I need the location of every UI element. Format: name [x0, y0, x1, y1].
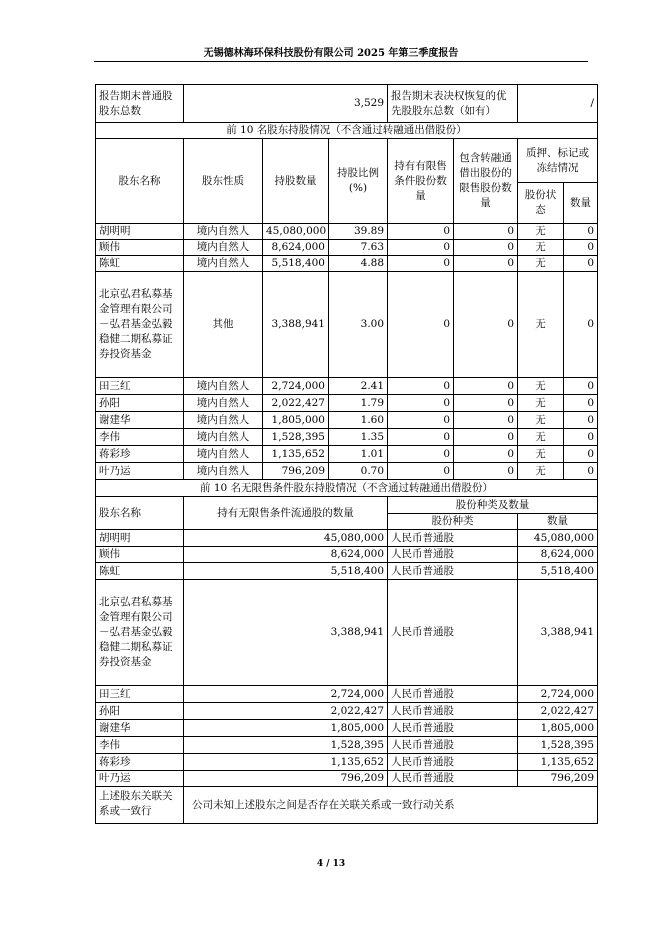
holder-lent: 0: [454, 446, 518, 463]
holder-pledge-qty: 0: [564, 224, 598, 240]
u-holder-type: 人民币普通股: [388, 771, 518, 787]
u-holder-amount: 8,624,000: [518, 547, 598, 563]
u-holder-type: 人民币普通股: [388, 737, 518, 754]
holder-shares: 1,135,652: [263, 446, 329, 463]
holder-restricted: 0: [388, 224, 454, 240]
u-holder-type: 人民币普通股: [388, 530, 518, 547]
u-holder-amount: 1,805,000: [518, 720, 598, 737]
u-holder-qty: 1,135,652: [184, 754, 388, 771]
holder-shares: 2,022,427: [263, 395, 329, 412]
holder-ratio: 3.00: [329, 272, 388, 378]
preferred-holders-value: /: [518, 85, 598, 123]
col-header-restricted: 持有有限售条件股份数量: [388, 139, 454, 224]
u-holder-type: 人民币普通股: [388, 703, 518, 720]
holder-nature: 其他: [184, 272, 263, 378]
top10-row: [96, 240, 598, 256]
u-holder-name: 顾伟: [96, 547, 184, 563]
holder-pledge-status: 无: [518, 446, 564, 463]
u-holder-amount: 45,080,000: [518, 530, 598, 547]
common-holders-label: 报告期末普通股股东总数: [96, 85, 184, 123]
u-holder-qty: 1,528,395: [184, 737, 388, 754]
u-holder-type: 人民币普通股: [388, 580, 518, 686]
holder-pledge-status: 无: [518, 256, 564, 272]
holder-name: 孙阳: [96, 395, 184, 412]
holder-lent: 0: [454, 429, 518, 446]
u-holder-name: 北京弘君私募基金管理有限公司－弘君基金弘毅稳健二期私募证券投资基金: [96, 580, 184, 686]
holder-nature: 境内自然人: [184, 412, 263, 429]
holder-ratio: 7.63: [329, 240, 388, 256]
holder-name: 胡明明: [96, 224, 184, 240]
col-header-nature: 股东性质: [184, 139, 263, 224]
holder-shares: 1,805,000: [263, 412, 329, 429]
summary-row: [96, 85, 598, 123]
u-holder-amount: 1,135,652: [518, 754, 598, 771]
holder-lent: 0: [454, 395, 518, 412]
unrestricted-row: [96, 580, 598, 686]
holder-pledge-qty: 0: [564, 412, 598, 429]
top10-title: 前 10 名股东持股情况（不含通过转融通出借股份）: [96, 123, 598, 139]
holder-name: 陈虹: [96, 256, 184, 272]
holder-pledge-qty: 0: [564, 463, 598, 480]
unrestricted-header-type: 股份种类: [388, 514, 518, 530]
holder-pledge-qty: 0: [564, 378, 598, 395]
holder-ratio: 4.88: [329, 256, 388, 272]
holder-nature: 境内自然人: [184, 446, 263, 463]
holder-pledge-qty: 0: [564, 395, 598, 412]
holder-ratio: 1.60: [329, 412, 388, 429]
u-holder-type: 人民币普通股: [388, 720, 518, 737]
u-holder-type: 人民币普通股: [388, 547, 518, 563]
unrestricted-row: [96, 737, 598, 754]
holder-ratio: 1.79: [329, 395, 388, 412]
u-holder-amount: 796,209: [518, 771, 598, 787]
top10-row: [96, 256, 598, 272]
unrestricted-row: [96, 686, 598, 703]
top10-row: [96, 272, 598, 378]
top10-row: [96, 446, 598, 463]
unrestricted-header-qty: 持有无限售条件流通股的数量: [184, 497, 388, 530]
u-holder-qty: 5,518,400: [184, 563, 388, 580]
holder-restricted: 0: [388, 463, 454, 480]
holder-name: 叶乃运: [96, 463, 184, 480]
holder-pledge-status: 无: [518, 272, 564, 378]
col-header-shares: 持股数量: [263, 139, 329, 224]
unrestricted-row: [96, 530, 598, 547]
holder-ratio: 2.41: [329, 378, 388, 395]
u-holder-amount: 2,724,000: [518, 686, 598, 703]
holder-pledge-qty: 0: [564, 240, 598, 256]
unrestricted-row: [96, 547, 598, 563]
holder-restricted: 0: [388, 272, 454, 378]
holder-nature: 境内自然人: [184, 463, 263, 480]
u-holder-qty: 2,022,427: [184, 703, 388, 720]
holder-pledge-status: 无: [518, 429, 564, 446]
holder-shares: 1,528,395: [263, 429, 329, 446]
holder-lent: 0: [454, 240, 518, 256]
page-number: 4 / 13: [316, 859, 346, 869]
col-header-ratio: 持股比例(%): [329, 139, 388, 224]
holder-nature: 境内自然人: [184, 256, 263, 272]
preferred-holders-label: 报告期末表决权恢复的优先股股东总数（如有）: [388, 85, 518, 123]
col-header-pledge-qty: 数量: [564, 183, 598, 224]
holder-pledge-qty: 0: [564, 446, 598, 463]
u-holder-amount: 5,518,400: [518, 563, 598, 580]
col-header-pledge-status: 股份状态: [518, 183, 564, 224]
holder-shares: 45,080,000: [263, 224, 329, 240]
u-holder-name: 叶乃运: [96, 771, 184, 787]
holder-ratio: 1.01: [329, 446, 388, 463]
holder-pledge-status: 无: [518, 378, 564, 395]
holder-pledge-status: 无: [518, 240, 564, 256]
holder-lent: 0: [454, 378, 518, 395]
holder-lent: 0: [454, 463, 518, 480]
u-holder-qty: 2,724,000: [184, 686, 388, 703]
page-header-title: 无锡德林海环保科技股份有限公司 2025 年第三季度报告: [203, 48, 459, 59]
u-holder-type: 人民币普通股: [388, 686, 518, 703]
holder-pledge-qty: 0: [564, 272, 598, 378]
u-holder-name: 陈虹: [96, 563, 184, 580]
u-holder-amount: 1,528,395: [518, 737, 598, 754]
top10-row: [96, 463, 598, 480]
holder-name: 田三红: [96, 378, 184, 395]
top10-row: [96, 412, 598, 429]
relation-label: 上述股东关联关系或一致行: [96, 787, 184, 824]
u-holder-name: 孙阳: [96, 703, 184, 720]
holder-pledge-qty: 0: [564, 256, 598, 272]
holder-shares: 796,209: [263, 463, 329, 480]
holder-name: 谢建华: [96, 412, 184, 429]
holder-nature: 境内自然人: [184, 429, 263, 446]
unrestricted-row: [96, 720, 598, 737]
u-holder-qty: 1,805,000: [184, 720, 388, 737]
holder-restricted: 0: [388, 446, 454, 463]
unrestricted-title: 前 10 名无限售条件股东持股情况（不含通过转融通出借股份）: [96, 480, 598, 497]
holder-name: 李伟: [96, 429, 184, 446]
holder-shares: 5,518,400: [263, 256, 329, 272]
holder-lent: 0: [454, 272, 518, 378]
holder-nature: 境内自然人: [184, 224, 263, 240]
u-holder-type: 人民币普通股: [388, 754, 518, 771]
holder-ratio: 0.70: [329, 463, 388, 480]
holder-shares: 3,388,941: [263, 272, 329, 378]
top10-row: [96, 429, 598, 446]
holder-restricted: 0: [388, 256, 454, 272]
u-holder-qty: 796,209: [184, 771, 388, 787]
u-holder-qty: 45,080,000: [184, 530, 388, 547]
u-holder-qty: 8,624,000: [184, 547, 388, 563]
holder-pledge-status: 无: [518, 224, 564, 240]
holder-restricted: 0: [388, 378, 454, 395]
holder-ratio: 39.89: [329, 224, 388, 240]
top10-row: [96, 378, 598, 395]
col-header-name: 股东名称: [96, 139, 184, 224]
holder-shares: 2,724,000: [263, 378, 329, 395]
u-holder-amount: 2,022,427: [518, 703, 598, 720]
relation-row: [96, 787, 598, 824]
u-holder-name: 李伟: [96, 737, 184, 754]
u-holder-name: 谢建华: [96, 720, 184, 737]
holder-shares: 8,624,000: [263, 240, 329, 256]
unrestricted-row: [96, 771, 598, 787]
header-rule: [94, 61, 588, 62]
holder-restricted: 0: [388, 412, 454, 429]
unrestricted-row: [96, 703, 598, 720]
u-holder-type: 人民币普通股: [388, 563, 518, 580]
holder-lent: 0: [454, 256, 518, 272]
u-holder-name: 田三红: [96, 686, 184, 703]
u-holder-qty: 3,388,941: [184, 580, 388, 686]
unrestricted-row: [96, 563, 598, 580]
top10-row: [96, 395, 598, 412]
holder-lent: 0: [454, 224, 518, 240]
holder-restricted: 0: [388, 429, 454, 446]
holder-name: 北京弘君私募基金管理有限公司－弘君基金弘毅稳健二期私募证券投资基金: [96, 272, 184, 378]
unrestricted-header-name: 股东名称: [96, 497, 184, 530]
holder-pledge-qty: 0: [564, 429, 598, 446]
col-header-pledge: 质押、标记或冻结情况: [518, 139, 598, 183]
holder-pledge-status: 无: [518, 395, 564, 412]
col-header-lent: 包含转融通借出股份的限售股份数量: [454, 139, 518, 224]
u-holder-amount: 3,388,941: [518, 580, 598, 686]
holder-restricted: 0: [388, 240, 454, 256]
holder-pledge-status: 无: [518, 412, 564, 429]
holder-lent: 0: [454, 412, 518, 429]
unrestricted-row: [96, 754, 598, 771]
holder-name: 蒋彩珍: [96, 446, 184, 463]
u-holder-name: 胡明明: [96, 530, 184, 547]
unrestricted-header-type-group: 股份种类及数量: [388, 497, 598, 514]
unrestricted-header-amount: 数量: [518, 514, 598, 530]
top10-row: [96, 224, 598, 240]
common-holders-value: 3,529: [184, 85, 388, 123]
holder-nature: 境内自然人: [184, 378, 263, 395]
holder-name: 顾伟: [96, 240, 184, 256]
u-holder-name: 蒋彩珍: [96, 754, 184, 771]
shareholder-table: [95, 84, 598, 824]
holder-nature: 境内自然人: [184, 240, 263, 256]
holder-pledge-status: 无: [518, 463, 564, 480]
holder-restricted: 0: [388, 395, 454, 412]
holder-nature: 境内自然人: [184, 395, 263, 412]
relation-text: 公司未知上述股东之间是否存在关联关系或一致行动关系: [184, 787, 598, 824]
holder-ratio: 1.35: [329, 429, 388, 446]
